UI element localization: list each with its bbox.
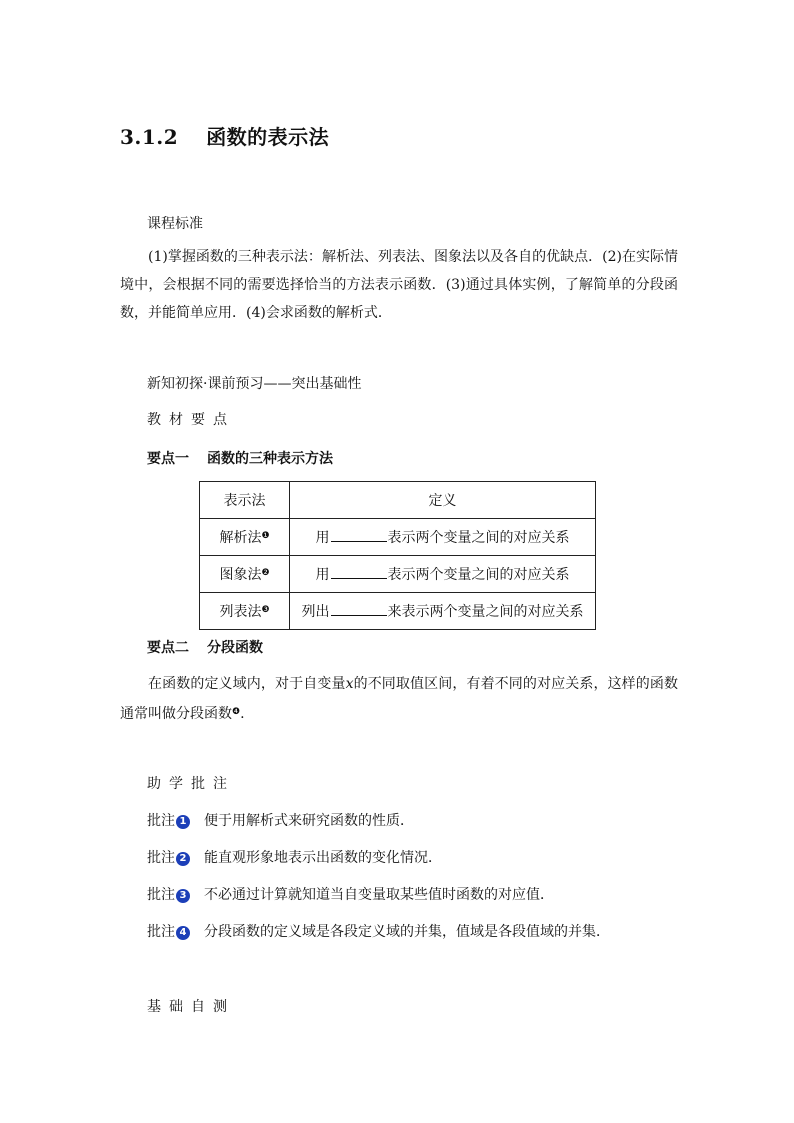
preview-heading: 新知初探·课前预习——突出基础性 — [147, 376, 362, 392]
annotation-marker: ❸ — [261, 605, 270, 615]
fill-blank — [331, 601, 387, 616]
number-badge: 3 — [176, 889, 190, 903]
definition-cell: 用 表示两个变量之间的对应关系 — [290, 519, 596, 556]
notes-heading: 助学批注 — [147, 776, 235, 792]
note-item: 批注 4 分段函数的定义域是各段定义域的并集，值域是各段值域的并集． — [147, 924, 610, 940]
curriculum-heading: 课程标准 — [147, 216, 203, 232]
definition-cell: 列出 来表示两个变量之间的对应关系 — [290, 593, 596, 630]
variable-x: x — [345, 676, 354, 692]
self-test-heading: 基础自测 — [147, 999, 235, 1015]
point2-label: 要点二 — [147, 640, 189, 656]
representation-table — [199, 481, 596, 630]
point2-heading — [147, 637, 263, 657]
table-header-row — [200, 482, 596, 519]
table-row — [200, 556, 596, 593]
note-item: 批注 1 便于用解析式来研究函数的性质． — [147, 813, 414, 829]
point1-title: 函数的三种表示方法 — [207, 451, 333, 467]
method-cell: 列表法$^❸$ — [200, 593, 290, 630]
annotation-marker: ❹ — [232, 707, 241, 717]
section-title: 函数的表示法 — [206, 125, 330, 149]
curriculum-text: (1)掌握函数的三种表示法：解析法、列表法、图象法以及各自的优缺点．(2)在实际情境中，会根据不同的需要选择恰当的方法表示函数．(3)通过具体实例，了解简单的分段函数，并能简单应用．(4)会求函数的解析式． — [120, 249, 678, 321]
page-title — [120, 121, 329, 150]
fill-blank — [331, 564, 387, 579]
note-item: 批注 3 不必通过计算就知道当自变量取某些值时函数的对应值． — [147, 887, 554, 903]
number-badge: 2 — [176, 852, 190, 866]
annotation-marker: ❶ — [261, 531, 270, 541]
point1-label: 要点一 — [147, 451, 189, 467]
header-definition: 定义 — [290, 482, 596, 519]
method-cell: 解析法$^❶$ — [200, 519, 290, 556]
annotation-marker: ❷ — [261, 568, 270, 578]
note-item: 批注 2 能直观形象地表示出函数的变化情况． — [147, 850, 442, 866]
fill-blank — [331, 527, 387, 542]
table-row — [200, 519, 596, 556]
point2-title: 分段函数 — [207, 640, 263, 656]
definition-cell: 用 表示两个变量之间的对应关系 — [290, 556, 596, 593]
table-row — [200, 593, 596, 630]
section-number: 3.1.2 — [120, 125, 179, 149]
point1-heading — [147, 448, 333, 468]
textbook-points-heading: 教材要点 — [147, 412, 235, 428]
number-badge: 1 — [176, 815, 190, 829]
point2-text: 在函数的定义域内，对于自变量x的不同取值区间，有着不同的对应关系，这样的函数通常叫做分段函数$^❹$. — [120, 676, 679, 722]
method-cell: 图象法$^❷$ — [200, 556, 290, 593]
number-badge: 4 — [176, 926, 190, 940]
header-method: 表示法 — [200, 482, 290, 519]
